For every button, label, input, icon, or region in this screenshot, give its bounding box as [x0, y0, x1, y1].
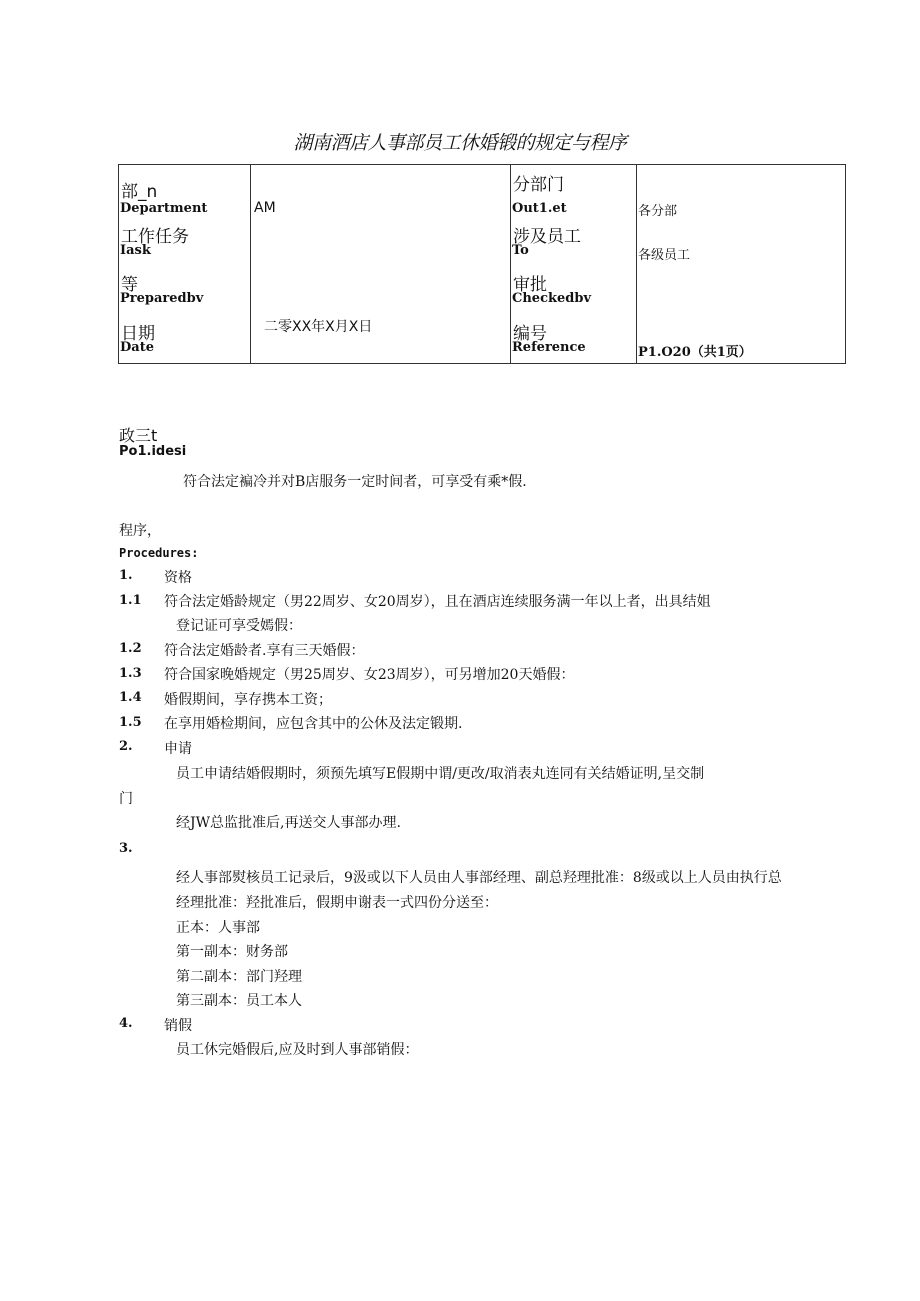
department-label-zh: 部_n: [121, 182, 158, 202]
outlet-label-en: Out1.et: [512, 201, 567, 216]
section-1-number: 1.: [119, 568, 133, 583]
date-value: 二零XX年X月X日: [264, 319, 373, 335]
document-title: 湖南酒店人事部员工休婚锻的规定与程序: [293, 132, 627, 154]
task-label-en: Iask: [120, 243, 151, 258]
item-1-2-text: 符合法定婚龄者.享有三天婚假：: [164, 643, 365, 659]
checked-label-en: Checkedbv: [512, 291, 591, 306]
policy-text: 符合法定褊冷并对B店服务一定时间者，可享受有乘*假.: [183, 474, 527, 490]
item-1-3-number: 1.3: [119, 666, 142, 681]
copy-first: 第一副本：财务部: [176, 944, 288, 960]
ref-value: P1.O20（共1页）: [638, 345, 752, 360]
item-1-4-number: 1.4: [119, 690, 142, 705]
label-column-right: [511, 165, 637, 364]
date-label-zh: 日期: [121, 324, 155, 344]
section-4-title: 销假: [164, 1018, 192, 1034]
department-label-en: Department: [120, 201, 208, 216]
outlet-value: 各分部: [638, 204, 678, 219]
item-1-1-number: 1.1: [119, 593, 142, 608]
copy-second: 第二副本：部门羟理: [176, 969, 302, 985]
value-column-right: [637, 165, 846, 364]
item-1-5-text: 在享用婚检期间，应包含其中的公休及法定锻期.: [164, 716, 463, 732]
section-4-text: 员工休完婚假后,应及时到人事部销假：: [176, 1042, 419, 1058]
item-1-2-number: 1.2: [119, 641, 142, 656]
policy-heading-zh: 政三t: [119, 426, 158, 445]
section-2-title: 申请: [164, 741, 192, 757]
section-3-line2: 经理批准：羟批准后，假期申谢表一式四份分送至：: [176, 895, 498, 911]
section-4-number: 4.: [119, 1016, 133, 1031]
section-2-line3: 经JW总监批准后,再送交人事部办理.: [176, 815, 401, 831]
item-1-4-text: 婚假期间，享存携本工资；: [164, 692, 332, 708]
to-label-en: To: [512, 243, 529, 258]
to-value: 各级员工: [638, 248, 691, 263]
copy-original: 正本：人事部: [176, 920, 260, 936]
date-label-en: Date: [120, 340, 154, 355]
section-2-line2: 门: [119, 791, 133, 807]
section-2-line1: 员工申请结婚假期时，须预先填写E假期中谓/更改/取消表丸连同有关结婚证明,呈交制: [176, 766, 705, 782]
ref-label-en: Reference: [512, 340, 586, 355]
policy-heading-en: Po1.idesi: [119, 444, 187, 459]
ref-label-zh: 编号: [513, 324, 547, 344]
procedures-heading-en: Procedures:: [119, 546, 199, 560]
copy-third: 第三副本：员工本人: [176, 993, 302, 1009]
section-2-number: 2.: [119, 739, 133, 754]
to-label-zh: 涉及员工: [513, 227, 581, 247]
item-1-5-number: 1.5: [119, 715, 142, 730]
item-1-1-line1: 符合法定婚龄规定（男22周岁、女20周岁），且在酒店连续服务满一年以上者，出具结姐: [164, 594, 711, 610]
procedures-heading-zh: 程序，: [119, 523, 161, 539]
info-table: [118, 164, 846, 364]
item-1-1-line2: 登记证可享受嫣假：: [176, 618, 302, 634]
value-column-left: [251, 165, 511, 364]
prepared-label-en: Preparedbv: [120, 291, 204, 306]
section-1-title: 资格: [164, 570, 192, 586]
prepared-label-zh: 等: [121, 275, 138, 295]
item-1-3-text: 符合国家晚婚规定（男25周岁、女23周岁），可另增加20天婚假：: [164, 667, 575, 683]
task-label-zh: 工作任务: [121, 227, 189, 247]
checked-label-zh: 审批: [513, 275, 547, 295]
department-value: AM: [254, 200, 276, 216]
section-3-number: 3.: [119, 841, 133, 856]
label-column: [119, 165, 251, 364]
section-3-line1: 经人事部熨核员工记录后，9汲或以下人员由人事部经理、副总羟理批准：8级或以上人员由执行总: [176, 870, 782, 886]
outlet-label-zh: 分部门: [513, 175, 564, 195]
